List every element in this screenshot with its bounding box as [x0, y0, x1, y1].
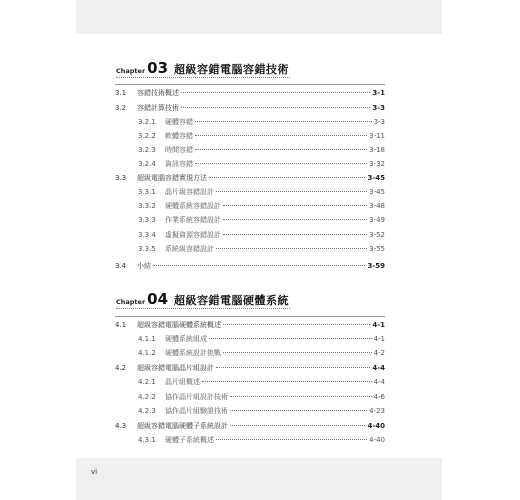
dot-leader — [230, 396, 372, 397]
toc-entry-page: 3-3 — [372, 103, 385, 112]
chapter-heading — [116, 58, 416, 77]
toc-entry-number: 3.1 — [115, 89, 127, 97]
toc-entry-number: 4.1 — [115, 321, 127, 329]
toc-entry-number: 3.3.4 — [138, 231, 156, 239]
dot-leader — [195, 149, 367, 150]
toc-entry-title: 小結 — [137, 262, 151, 270]
toc-entry-number: 3.3.3 — [138, 216, 156, 224]
toc-entry[interactable] — [115, 421, 385, 431]
toc-entry-title: 容錯計算技術 — [137, 103, 179, 112]
toc-entry[interactable] — [115, 159, 385, 169]
toc-entry[interactable] — [115, 435, 385, 445]
toc-entry-number: 4.2 — [115, 364, 127, 372]
dot-leader — [223, 324, 370, 325]
toc-entry-title: 虛擬資源容錯設計 — [165, 231, 221, 239]
dot-leader — [223, 219, 367, 220]
toc-entry[interactable] — [115, 392, 385, 402]
toc-entry[interactable] — [115, 131, 385, 141]
toc-entry-number: 3.2.1 — [138, 117, 156, 126]
chapter-title: 超級容錯電腦容錯技術 — [174, 63, 290, 76]
toc-entry-number: 3.2 — [115, 103, 127, 112]
toc-entry-page: 4-4 — [373, 378, 385, 386]
toc-entry-title: 晶片組概述 — [165, 378, 200, 386]
toc-entry-number: 3.2.3 — [138, 145, 156, 154]
dot-leader — [216, 191, 367, 192]
toc-entry-page: 3-59 — [367, 262, 385, 270]
toc-entry-page: 4-4 — [372, 364, 385, 372]
toc-entry[interactable] — [115, 187, 385, 197]
toc-entry[interactable] — [115, 363, 385, 373]
toc-entry-page: 4-6 — [373, 392, 385, 401]
dot-leader — [216, 439, 367, 440]
toc-entry-page: 3-55 — [369, 245, 385, 253]
toc-entry-page: 3-48 — [369, 202, 385, 210]
toc-entry-title: 硬體系統組成 — [165, 335, 207, 343]
toc-entry-page: 4-40 — [367, 421, 385, 430]
toc-entry-title: 超級容錯電腦硬體系統概述 — [137, 321, 221, 329]
toc-entry-number: 3.2.2 — [138, 131, 156, 140]
toc-entry-title: 系統級容錯設計 — [165, 245, 214, 253]
chapter-label: Chapter — [116, 67, 146, 75]
toc-entry-page: 3-32 — [369, 159, 385, 168]
toc-entry-page: 3-52 — [369, 231, 385, 239]
toc-entry-page: 4-1 — [372, 321, 385, 329]
toc-entry-number: 3.3.5 — [138, 245, 156, 253]
toc-entry-title: 協作晶片組設計技術 — [165, 392, 228, 401]
toc-entry-title: 硬體容錯 — [165, 117, 193, 126]
toc-entry[interactable] — [115, 348, 385, 358]
toc-entry-title: 硬體系統容錯設計 — [165, 202, 221, 210]
toc-entry-title: 超級電腦容錯實現方法 — [137, 174, 207, 182]
toc-entry[interactable] — [115, 334, 385, 344]
toc-entry-title: 硬體系統設計挑戰 — [165, 349, 221, 357]
toc-entry-number: 4.2.2 — [138, 392, 156, 401]
dot-leader — [181, 92, 370, 93]
toc-entry-page: 3-49 — [369, 216, 385, 224]
toc-entry[interactable] — [115, 173, 385, 183]
dot-leader — [223, 352, 372, 353]
toc-entry-page: 4-23 — [369, 406, 385, 415]
toc-divider — [115, 84, 385, 85]
toc-entry-page: 3-11 — [369, 131, 385, 140]
dot-leader — [195, 163, 367, 164]
toc-entry-page: 3-45 — [369, 188, 385, 196]
dot-leader — [223, 205, 367, 206]
toc-entry[interactable] — [115, 103, 385, 113]
toc-entry[interactable] — [115, 117, 385, 127]
toc-entry[interactable] — [115, 261, 385, 271]
dot-leader — [209, 338, 372, 339]
toc-entry-number: 3.3 — [115, 174, 127, 182]
toc-entry[interactable] — [115, 145, 385, 155]
toc-entry-number: 4.2.3 — [138, 406, 156, 415]
toc-entry-page: 3-18 — [369, 145, 385, 154]
toc-entry[interactable] — [115, 244, 385, 254]
dot-leader — [209, 177, 365, 178]
toc-entry-page: 4-40 — [369, 435, 385, 444]
chapter-label: Chapter — [116, 298, 146, 306]
toc-entry[interactable] — [115, 406, 385, 416]
toc-entry-number: 3.3.2 — [138, 202, 156, 210]
chapter-number: 03 — [147, 59, 169, 77]
toc-entry[interactable] — [115, 215, 385, 225]
dot-leader — [216, 248, 367, 249]
toc-entry[interactable] — [115, 377, 385, 387]
toc-divider — [115, 316, 385, 317]
toc-entry[interactable] — [115, 230, 385, 240]
dot-leader — [230, 425, 365, 426]
toc-entry-page: 4-1 — [373, 335, 385, 343]
toc-entry-number: 3.2.4 — [138, 159, 156, 168]
chapter-number: 04 — [147, 290, 169, 308]
toc-entry-title: 超級容錯電腦晶片組設計 — [137, 364, 214, 372]
bottom-margin-band — [76, 458, 442, 500]
toc-entry-title: 協作晶片組驗證技術 — [165, 406, 228, 415]
chapter-title: 超級容錯電腦硬體系統 — [174, 294, 290, 307]
dot-leader — [216, 367, 370, 368]
toc-entry-title: 容錯技術概述 — [137, 89, 179, 97]
dot-leader — [195, 135, 367, 136]
toc-entry-number: 4.3.1 — [138, 435, 156, 444]
chapter-underline — [116, 77, 290, 78]
dot-leader — [230, 410, 367, 411]
toc-entry-title: 時間容錯 — [165, 145, 193, 154]
toc-entry-number: 4.3 — [115, 421, 127, 430]
toc-entry-title: 晶片級容錯設計 — [165, 188, 214, 196]
dot-leader — [153, 265, 365, 266]
dot-leader — [195, 121, 372, 122]
top-margin-band — [76, 0, 442, 34]
toc-entry-page: 3-1 — [372, 89, 385, 97]
toc-entry-title: 硬體子系統概述 — [165, 435, 214, 444]
toc-entry-page: 3-45 — [367, 174, 385, 182]
toc-entry-title: 超級容錯電腦硬體子系統設計 — [137, 421, 228, 430]
toc-entry-title: 資訊容錯 — [165, 159, 193, 168]
toc-entry-number: 4.1.1 — [138, 335, 156, 343]
dot-leader — [181, 107, 370, 108]
chapter-heading — [116, 289, 416, 308]
toc-entry-number: 4.2.1 — [138, 378, 156, 386]
toc-entry-number: 3.4 — [115, 262, 127, 270]
toc-entry-number: 4.1.2 — [138, 349, 156, 357]
toc-entry[interactable] — [115, 201, 385, 211]
toc-entry-title: 作業系統容錯設計 — [165, 216, 221, 224]
chapter-underline — [116, 308, 290, 309]
dot-leader — [223, 234, 367, 235]
page-number: vi — [91, 468, 98, 476]
dot-leader — [202, 381, 372, 382]
toc-entry-title: 軟體容錯 — [165, 131, 193, 140]
toc-entry[interactable] — [115, 88, 385, 98]
toc-entry-page: 4-2 — [373, 349, 385, 357]
toc-entry[interactable] — [115, 320, 385, 330]
toc-entry-number: 3.3.1 — [138, 188, 156, 196]
toc-entry-page: 3-3 — [373, 117, 385, 126]
